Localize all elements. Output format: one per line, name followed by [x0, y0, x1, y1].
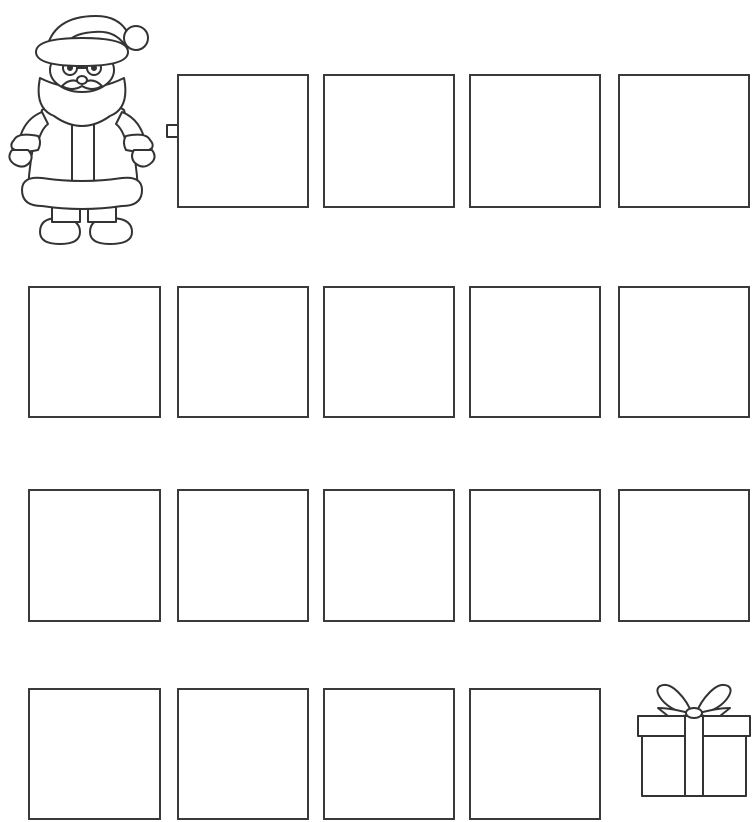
path-square-1[interactable] — [177, 74, 309, 208]
path-square-17[interactable] — [323, 688, 455, 820]
path-square-14[interactable] — [618, 489, 750, 622]
path-square-18[interactable] — [469, 688, 601, 820]
path-square-2[interactable] — [323, 74, 455, 208]
path-square-13[interactable] — [469, 489, 601, 622]
path-square-12[interactable] — [323, 489, 455, 622]
path-square-5[interactable] — [28, 286, 161, 418]
path-square-9[interactable] — [618, 286, 750, 418]
santa-claus-icon — [2, 4, 162, 248]
path-square-4[interactable] — [618, 74, 750, 208]
path-square-11[interactable] — [177, 489, 309, 622]
path-square-8[interactable] — [469, 286, 601, 418]
path-square-15[interactable] — [28, 688, 161, 820]
path-square-7[interactable] — [323, 286, 455, 418]
path-square-3[interactable] — [469, 74, 601, 208]
path-square-10[interactable] — [28, 489, 161, 622]
path-square-16[interactable] — [177, 688, 309, 820]
gift-box-icon — [636, 682, 752, 800]
path-square-6[interactable] — [177, 286, 309, 418]
